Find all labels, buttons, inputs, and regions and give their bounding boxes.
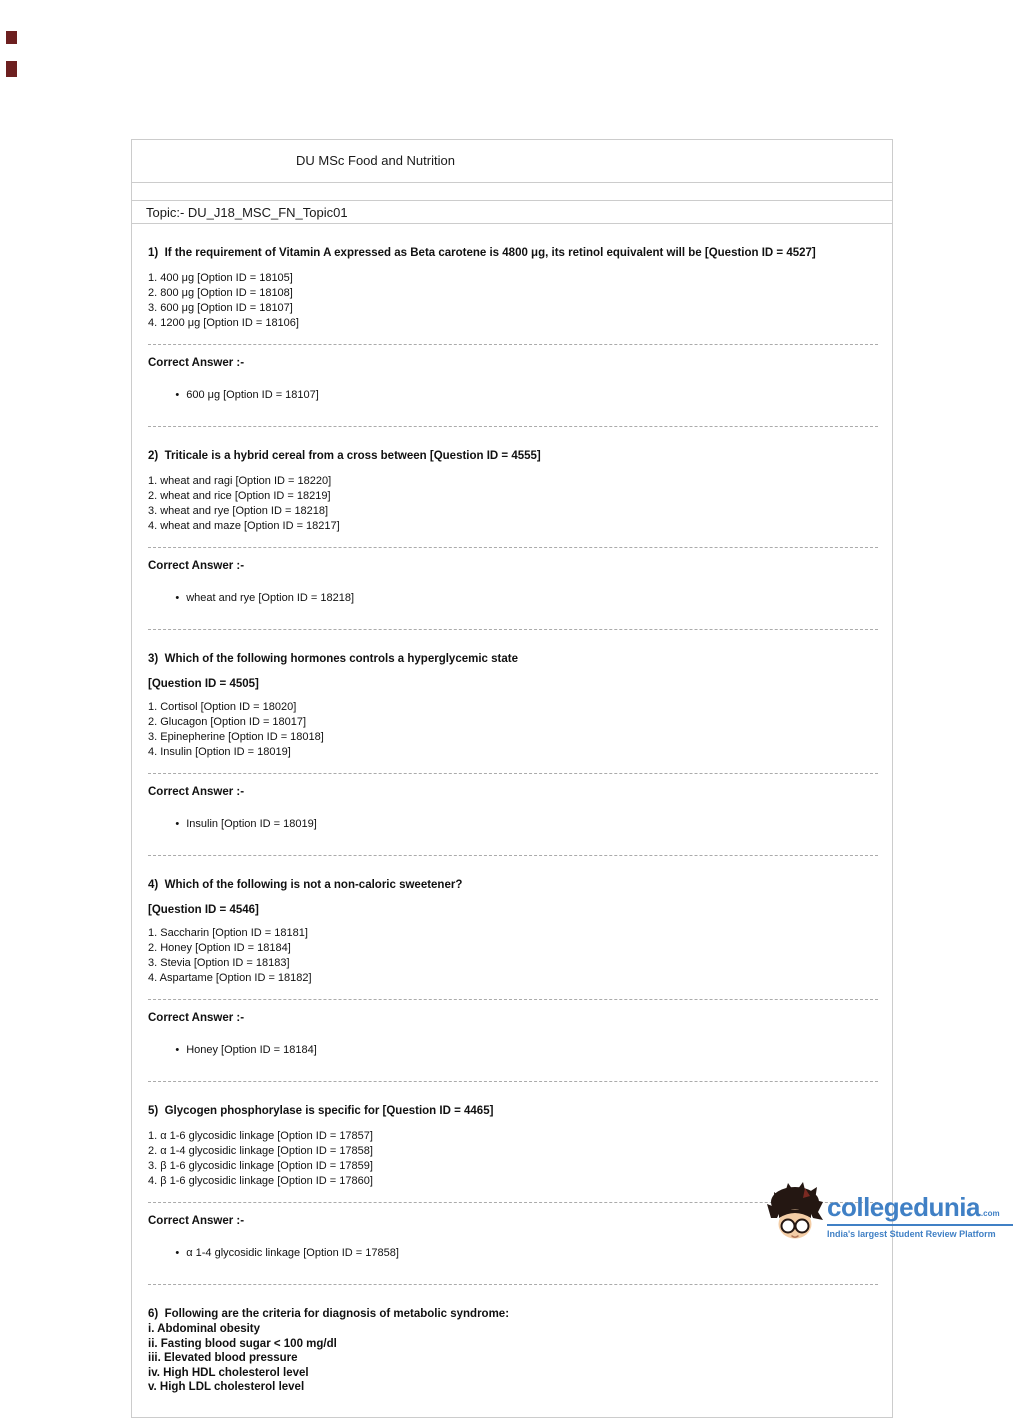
option-item: 1. 400 μg [Option ID = 18105] — [148, 272, 293, 284]
correct-answer-label: Correct Answer :- — [148, 1012, 245, 1024]
correct-answer-label: Correct Answer :- — [148, 1215, 245, 1227]
topic-label: Topic:- DU_J18_MSC_FN_Topic01 — [146, 205, 348, 220]
option-item: 2. Glucagon [Option ID = 18017] — [148, 716, 307, 728]
bullet-icon: • — [175, 1247, 180, 1259]
brand-text-block — [827, 1178, 1013, 1239]
question-text: 2) Triticale is a hybrid cereal from a cross between [Question ID = 4555] — [148, 450, 541, 462]
criteria-line: iv. High HDL cholesterol level — [148, 1366, 309, 1379]
option-item: 3. Stevia [Option ID = 18183] — [148, 957, 290, 969]
separator-dashed-bottom — [148, 629, 878, 630]
scan-mark-bottom — [6, 61, 17, 77]
question-extra-lines — [148, 1322, 878, 1395]
option-item: 1. Cortisol [Option ID = 18020] — [148, 701, 297, 713]
option-item: 2. Honey [Option ID = 18184] — [148, 942, 291, 954]
criteria-line: v. High LDL cholesterol level — [148, 1381, 305, 1394]
question-block — [148, 449, 878, 630]
option-item: 4. wheat and maze [Option ID = 18217] — [148, 520, 340, 532]
option-item: 3. 600 μg [Option ID = 18107] — [148, 302, 293, 314]
scan-mark-top — [6, 31, 17, 44]
separator-dashed-bottom — [148, 426, 878, 427]
brand-name: collegedunia — [827, 1192, 980, 1222]
topic-row — [132, 201, 892, 224]
separator-dashed-top — [148, 999, 878, 1000]
answer-text: wheat and rye [Option ID = 18218] — [186, 592, 355, 604]
question-id: [Question ID = 4505] — [148, 678, 259, 690]
document-header — [132, 140, 892, 183]
options-list — [148, 271, 878, 331]
option-item: 2. wheat and rice [Option ID = 18219] — [148, 490, 331, 502]
answer-text: 600 μg [Option ID = 18107] — [186, 389, 319, 401]
separator-dashed-bottom — [148, 1284, 878, 1285]
answer-text: Honey [Option ID = 18184] — [186, 1044, 317, 1056]
correct-answer-label: Correct Answer :- — [148, 357, 245, 369]
correct-answer-label: Correct Answer :- — [148, 560, 245, 572]
document-title: DU MSc Food and Nutrition — [296, 153, 455, 168]
option-item: 2. 800 μg [Option ID = 18108] — [148, 287, 293, 299]
bullet-icon: • — [175, 389, 180, 401]
separator-dashed-top — [148, 547, 878, 548]
options-list — [148, 700, 878, 760]
header-spacer-row — [132, 183, 892, 201]
options-list — [148, 926, 878, 986]
answer-row — [148, 377, 878, 413]
option-item: 4. Insulin [Option ID = 18019] — [148, 746, 291, 758]
option-item: 1. α 1-6 glycosidic linkage [Option ID = 17857] — [148, 1130, 373, 1142]
question-block — [148, 652, 878, 856]
question-block — [148, 1307, 878, 1395]
answer-row — [148, 806, 878, 842]
option-item: 3. wheat and rye [Option ID = 18218] — [148, 505, 329, 517]
option-item: 4. Aspartame [Option ID = 18182] — [148, 972, 312, 984]
bullet-icon: • — [175, 1044, 180, 1056]
criteria-line: ii. Fasting blood sugar < 100 mg/dl — [148, 1337, 337, 1350]
option-item: 3. β 1-6 glycosidic linkage [Option ID = 17859] — [148, 1160, 373, 1172]
question-text: 6) Following are the criteria for diagnosis of metabolic syndrome: — [148, 1308, 510, 1320]
option-item: 2. α 1-4 glycosidic linkage [Option ID = 17858] — [148, 1145, 373, 1157]
answer-text: Insulin [Option ID = 18019] — [186, 818, 317, 830]
question-id: [Question ID = 4546] — [148, 904, 259, 916]
option-item: 4. β 1-6 glycosidic linkage [Option ID = 17860] — [148, 1175, 373, 1187]
separator-dashed-bottom — [148, 855, 878, 856]
criteria-line: iii. Elevated blood pressure — [148, 1352, 298, 1365]
question-text: 4) Which of the following is not a non-caloric sweetener? — [148, 879, 463, 891]
option-item: 4. 1200 μg [Option ID = 18106] — [148, 317, 299, 329]
brand-suffix: .com — [980, 1209, 1000, 1218]
separator-dashed-top — [148, 344, 878, 345]
question-block — [148, 878, 878, 1082]
answer-text: α 1-4 glycosidic linkage [Option ID = 17858] — [186, 1247, 399, 1259]
option-item: 3. Epinepherine [Option ID = 18018] — [148, 731, 324, 743]
option-item: 1. wheat and ragi [Option ID = 18220] — [148, 475, 332, 487]
collegedunia-mascot-icon — [765, 1180, 825, 1244]
bullet-icon: • — [175, 818, 180, 830]
answer-row — [148, 580, 878, 616]
option-item: 1. Saccharin [Option ID = 18181] — [148, 927, 308, 939]
brand-tagline: India's largest Student Review Platform — [827, 1229, 996, 1239]
correct-answer-label: Correct Answer :- — [148, 786, 245, 798]
question-text: 1) If the requirement of Vitamin A expressed as Beta carotene is 4800 μg, its retinol equivalent will be [Question ID = 4527] — [148, 247, 816, 259]
question-text: 5) Glycogen phosphorylase is specific for [Question ID = 4465] — [148, 1105, 494, 1117]
brand-underline — [827, 1224, 1013, 1226]
question-text: 3) Which of the following hormones controls a hyperglycemic state — [148, 653, 518, 665]
collegedunia-logo — [765, 1178, 1015, 1244]
criteria-line: i. Abdominal obesity — [148, 1323, 261, 1335]
bullet-icon: • — [175, 592, 180, 604]
options-list — [148, 474, 878, 534]
question-block — [148, 246, 878, 427]
answer-row — [148, 1032, 878, 1068]
separator-dashed-bottom — [148, 1081, 878, 1082]
separator-dashed-top — [148, 773, 878, 774]
